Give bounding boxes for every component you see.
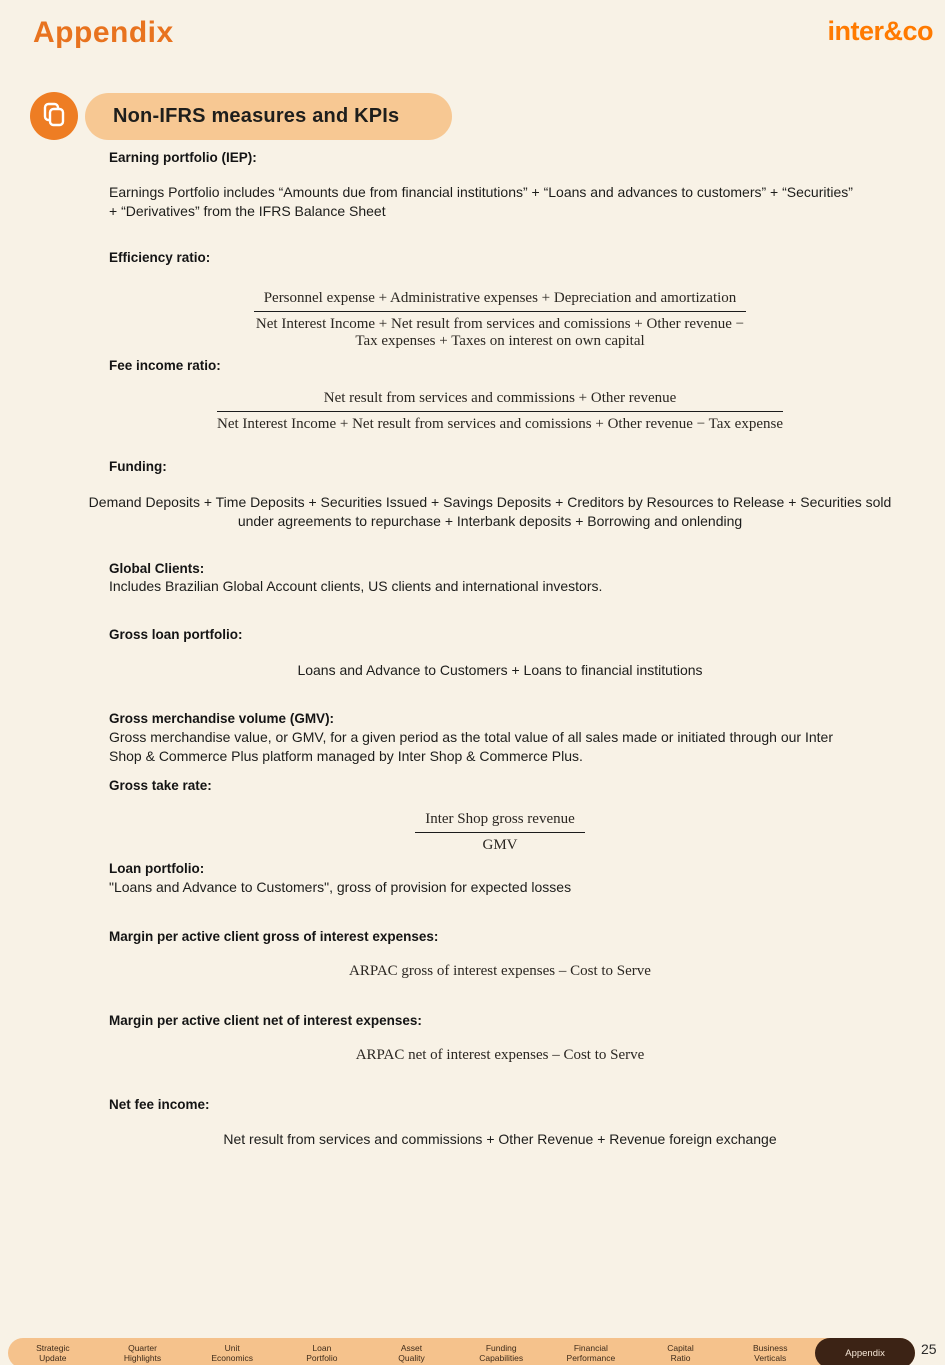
efficiency-denominator-line2: Tax expenses + Taxes on interest on own capital	[355, 333, 645, 349]
footer-nav	[8, 1338, 915, 1365]
text-gmv: Gross merchandise value, or GMV, for a given period as the total value of all sales made or initiated through our Inter Shop & Commerce Plus platform managed by Inter Shop & Commerce Plus.	[109, 729, 833, 764]
efficiency-denominator	[254, 312, 747, 350]
heading-gross-loan-portfolio: Gross loan portfolio:	[109, 627, 243, 642]
gross-take-rate-numerator: Inter Shop gross revenue	[425, 811, 575, 827]
section-banner	[85, 93, 452, 140]
heading-gross-take-rate: Gross take rate:	[109, 778, 212, 793]
section-banner-label: Non-IFRS measures and KPIs	[113, 105, 400, 127]
footer-nav-asset-quality[interactable]: Asset Quality	[398, 1342, 425, 1363]
formula-efficiency-ratio	[109, 290, 891, 350]
copy-icon	[41, 101, 67, 132]
text-margin-gross: ARPAC gross of interest expenses – Cost to Serve	[349, 963, 651, 979]
heading-net-fee-income: Net fee income:	[109, 1097, 210, 1112]
text-funding: Demand Deposits + Time Deposits + Securities Issued + Savings Deposits + Creditors by Resources to Release + Securities sold under agreements to repurchase + Interbank deposits + Borrowing and onlending	[88, 494, 892, 529]
formula-fee-income-ratio	[109, 390, 891, 433]
text-gross-loan-portfolio: Loans and Advance to Customers + Loans to financial institutions	[297, 662, 703, 678]
page-title: Appendix	[33, 16, 174, 49]
fee-income-denominator: Net Interest Income + Net result from services and comissions + Other revenue − Tax expense	[217, 416, 783, 432]
footer-nav-appendix-active[interactable]: Appendix	[815, 1338, 915, 1365]
footer-nav-financial-performance[interactable]: Financial Performance	[566, 1342, 616, 1363]
section-icon-badge	[30, 92, 78, 140]
efficiency-numerator: Personnel expense + Administrative expenses + Depreciation and amortization	[263, 290, 737, 306]
footer-nav-loan-portfolio[interactable]: Loan Portfolio	[306, 1342, 338, 1363]
heading-global-clients: Global Clients:	[109, 561, 205, 576]
fee-income-numerator: Net result from services and commissions + Other revenue	[323, 390, 677, 406]
formula-gross-take-rate	[109, 811, 891, 854]
footer-nav-capital-ratio[interactable]: Capital Ratio	[667, 1342, 694, 1363]
footer-nav-business-verticals[interactable]: Business Verticals	[752, 1342, 788, 1363]
text-earning-portfolio: Earnings Portfolio includes “Amounts due from financial institutions” + “Loans and advances to customers” + “Securities” + “Derivatives” from the IFRS Balance Sheet	[109, 184, 853, 219]
heading-earning-portfolio: Earning portfolio (IEP):	[109, 150, 257, 165]
page-number: 25	[921, 1341, 937, 1357]
heading-fee-income-ratio: Fee income ratio:	[109, 358, 221, 373]
text-margin-net: ARPAC net of interest expenses – Cost to Serve	[355, 1047, 645, 1063]
heading-gmv: Gross merchandise volume (GMV):	[109, 711, 335, 726]
text-loan-portfolio: "Loans and Advance to Customers", gross of provision for expected losses	[109, 879, 572, 895]
footer-nav-unit-economics[interactable]: Unit Economics	[211, 1342, 253, 1363]
text-global-clients: Includes Brazilian Global Account clients, US clients and international investors.	[109, 578, 603, 594]
heading-funding: Funding:	[109, 459, 167, 474]
footer-nav-strategic-update[interactable]: Strategic Update	[36, 1342, 70, 1363]
heading-loan-portfolio: Loan portfolio:	[109, 861, 205, 876]
heading-margin-gross: Margin per active client gross of interest expenses:	[109, 929, 439, 944]
heading-efficiency-ratio: Efficiency ratio:	[109, 250, 211, 265]
efficiency-denominator-line1: Net Interest Income + Net result from services and comissions + Other revenue −	[255, 316, 745, 332]
text-net-fee-income: Net result from services and commissions + Other Revenue + Revenue foreign exchange	[223, 1131, 777, 1147]
brand-logo: inter&co	[827, 16, 933, 46]
footer-nav-quarter-highlights[interactable]: Quarter Highlights	[123, 1342, 162, 1363]
heading-margin-net: Margin per active client net of interest expenses:	[109, 1013, 422, 1028]
gross-take-rate-denominator: GMV	[482, 837, 518, 853]
footer-nav-funding-capabilities[interactable]: Funding Capabilities	[479, 1342, 524, 1363]
